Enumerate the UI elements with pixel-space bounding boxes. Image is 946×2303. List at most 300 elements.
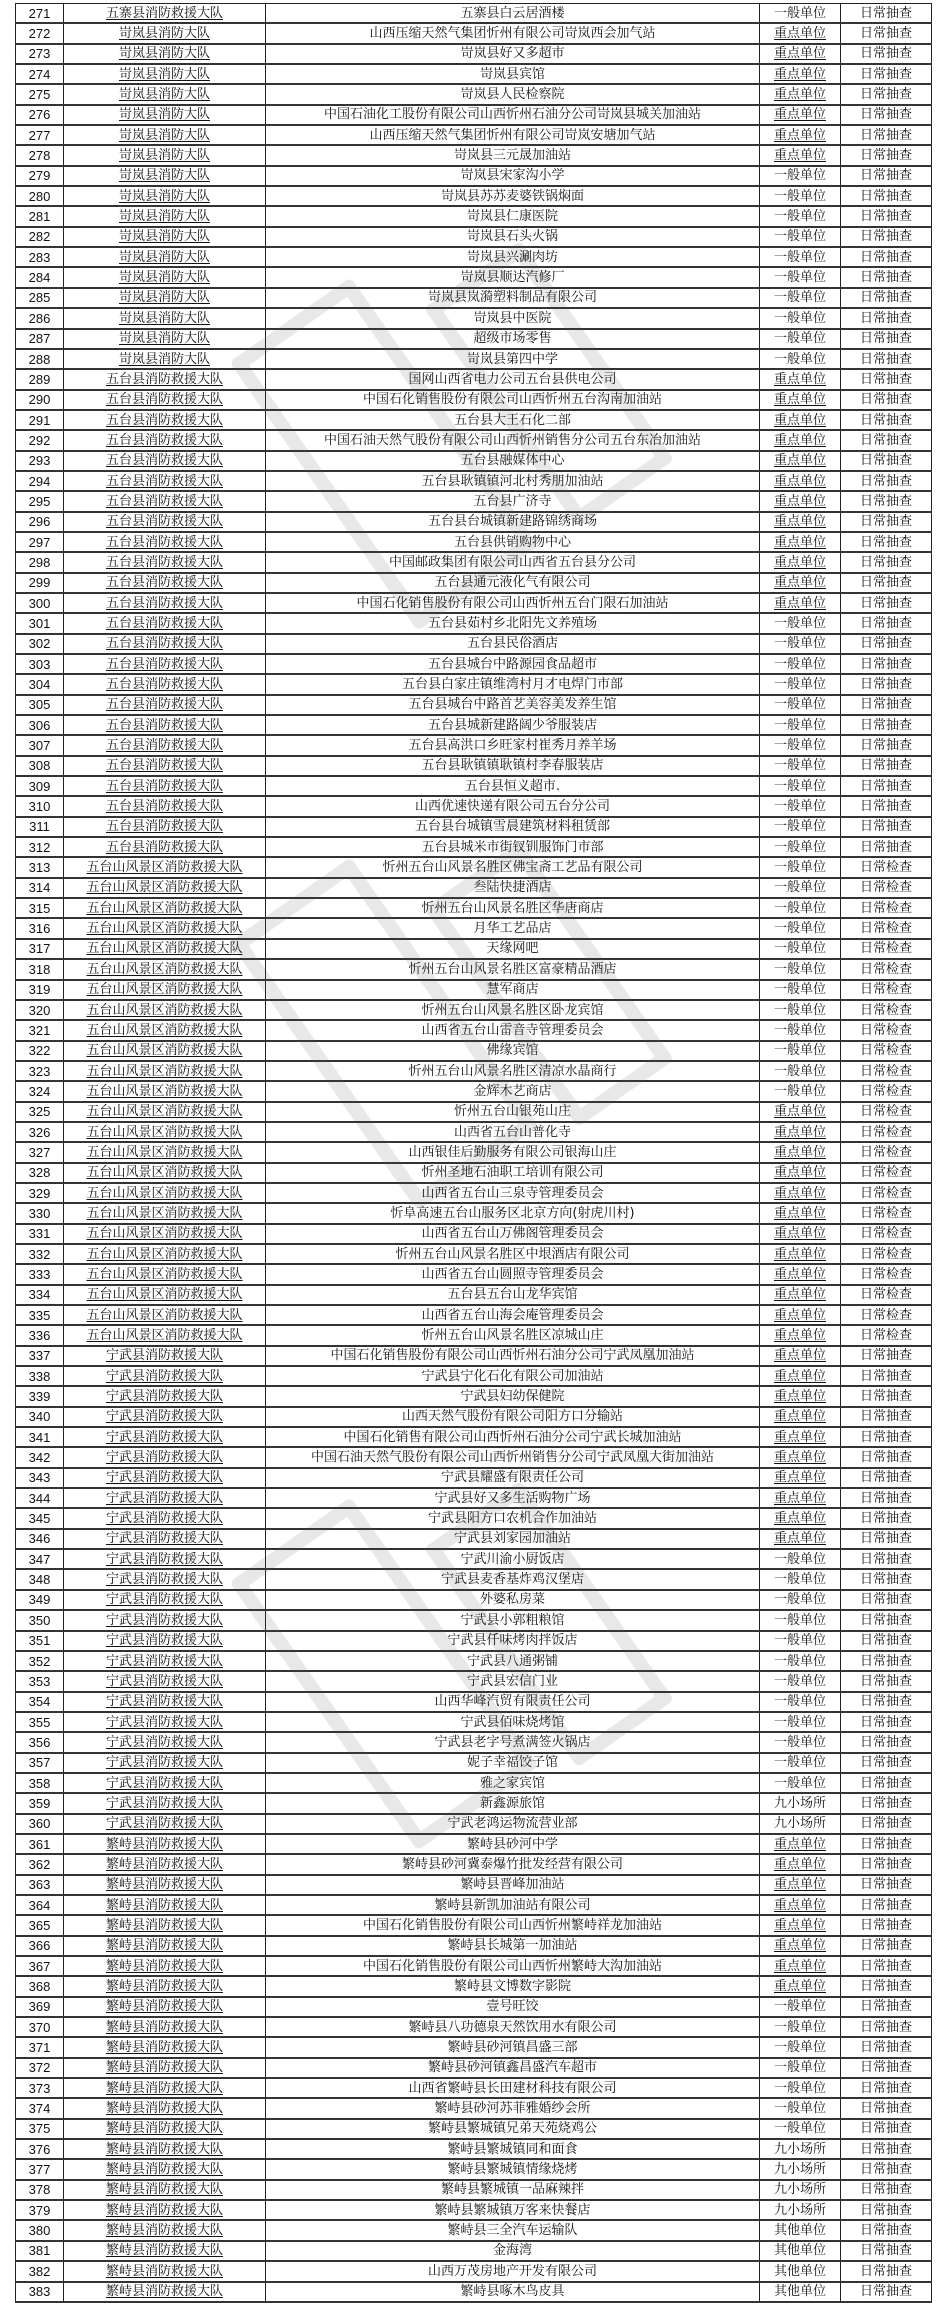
inspection-type: 日常抽查 bbox=[841, 1895, 932, 1915]
table-row bbox=[16, 1936, 932, 1956]
inspection-type: 日常抽查 bbox=[841, 2078, 932, 2098]
unit-category: 重点单位 bbox=[760, 1915, 841, 1935]
unit-name: 山西省五台山海会庵管理委员会 bbox=[266, 1305, 760, 1325]
unit-category: 一般单位 bbox=[760, 1692, 841, 1712]
table-row bbox=[16, 1793, 932, 1813]
fire-brigade-name: 五台山风景区消防救援大队 bbox=[64, 1203, 266, 1223]
unit-name: 五台县广济寺 bbox=[266, 491, 760, 511]
row-number: 362 bbox=[16, 1854, 64, 1874]
fire-brigade-name: 宁武县消防救援大队 bbox=[64, 1631, 266, 1651]
unit-category: 重点单位 bbox=[760, 84, 841, 104]
row-number: 322 bbox=[16, 1041, 64, 1061]
unit-category: 重点单位 bbox=[760, 1386, 841, 1406]
inspection-type: 日常检查 bbox=[841, 1000, 932, 1020]
table-row bbox=[16, 796, 932, 816]
fire-brigade-name: 五台县消防救援大队 bbox=[64, 369, 266, 389]
fire-brigade-name: 宁武县消防救援大队 bbox=[64, 1427, 266, 1447]
table-row bbox=[16, 227, 932, 247]
unit-category: 一般单位 bbox=[760, 4, 841, 24]
unit-name: 山西华峰汽贸有限责任公司 bbox=[266, 1692, 760, 1712]
inspection-type: 日常检查 bbox=[841, 1163, 932, 1183]
fire-brigade-name: 宁武县消防救援大队 bbox=[64, 1692, 266, 1712]
unit-category: 重点单位 bbox=[760, 1427, 841, 1447]
unit-name: 中国邮政集团有限公司山西省五台县分公司 bbox=[266, 552, 760, 572]
unit-name: 岢岚县好又多超市 bbox=[266, 44, 760, 64]
unit-name: 五台县城新建路阔少爷服装店 bbox=[266, 715, 760, 735]
table-row bbox=[16, 1285, 932, 1305]
row-number: 335 bbox=[16, 1305, 64, 1325]
unit-name: 五寨县白云居酒楼 bbox=[266, 4, 760, 24]
row-number: 350 bbox=[16, 1610, 64, 1630]
unit-name: 五台县融媒体中心 bbox=[266, 451, 760, 471]
unit-name: 山西省五台山普化寺 bbox=[266, 1122, 760, 1142]
fire-brigade-name: 五台山风景区消防救援大队 bbox=[64, 1020, 266, 1040]
row-number: 369 bbox=[16, 1997, 64, 2017]
row-number: 366 bbox=[16, 1936, 64, 1956]
row-number: 370 bbox=[16, 2017, 64, 2037]
unit-name: 山西天然气股份有限公司阳方口分输站 bbox=[266, 1407, 760, 1427]
table-row bbox=[16, 1020, 932, 1040]
fire-brigade-name: 五台县消防救援大队 bbox=[64, 552, 266, 572]
table-row bbox=[16, 369, 932, 389]
row-number: 281 bbox=[16, 206, 64, 226]
fire-brigade-name: 五台县消防救援大队 bbox=[64, 390, 266, 410]
row-number: 311 bbox=[16, 817, 64, 837]
row-number: 286 bbox=[16, 308, 64, 328]
inspection-type: 日常抽查 bbox=[841, 2180, 932, 2200]
row-number: 378 bbox=[16, 2180, 64, 2200]
unit-category: 一般单位 bbox=[760, 1590, 841, 1610]
inspection-type: 日常抽查 bbox=[841, 573, 932, 593]
row-number: 360 bbox=[16, 1814, 64, 1834]
table-row bbox=[16, 552, 932, 572]
unit-name: 宁武县老字号煮满签火锅店 bbox=[266, 1732, 760, 1752]
unit-category: 一般单位 bbox=[760, 2098, 841, 2118]
row-number: 289 bbox=[16, 369, 64, 389]
unit-category: 重点单位 bbox=[760, 491, 841, 511]
fire-brigade-name: 五台山风景区消防救援大队 bbox=[64, 1325, 266, 1345]
table-row bbox=[16, 1915, 932, 1935]
unit-category: 一般单位 bbox=[760, 308, 841, 328]
table-row bbox=[16, 1875, 932, 1895]
table-row bbox=[16, 145, 932, 165]
inspection-type: 日常抽查 bbox=[841, 593, 932, 613]
inspection-type: 日常抽查 bbox=[841, 410, 932, 430]
fire-brigade-name: 五台县消防救援大队 bbox=[64, 410, 266, 430]
unit-name: 忻州五台山风景名胜区佛宝斋工艺品有限公司 bbox=[266, 857, 760, 877]
inspection-type: 日常抽查 bbox=[841, 1610, 932, 1630]
unit-category: 重点单位 bbox=[760, 1447, 841, 1467]
row-number: 302 bbox=[16, 634, 64, 654]
table-row bbox=[16, 44, 932, 64]
inspection-type: 日常检查 bbox=[841, 1081, 932, 1101]
unit-category: 一般单位 bbox=[760, 1753, 841, 1773]
fire-brigade-name: 宁武县消防救援大队 bbox=[64, 1366, 266, 1386]
row-number: 313 bbox=[16, 857, 64, 877]
inspection-type: 日常抽查 bbox=[841, 1915, 932, 1935]
table-row bbox=[16, 2241, 932, 2261]
unit-name: 中国石化销售股份有限公司山西忻州五台沟南加油站 bbox=[266, 390, 760, 410]
inspection-type: 日常抽查 bbox=[841, 1814, 932, 1834]
fire-brigade-name: 岢岚县消防大队 bbox=[64, 64, 266, 84]
unit-category: 一般单位 bbox=[760, 1041, 841, 1061]
unit-name: 天缘网吧 bbox=[266, 939, 760, 959]
fire-brigade-name: 五台县消防救援大队 bbox=[64, 817, 266, 837]
inspection-type: 日常抽查 bbox=[841, 145, 932, 165]
fire-brigade-name: 繁峙县消防救援大队 bbox=[64, 2261, 266, 2281]
row-number: 274 bbox=[16, 64, 64, 84]
unit-name: 金辉木艺商店 bbox=[266, 1081, 760, 1101]
unit-category: 一般单位 bbox=[760, 613, 841, 633]
inspection-type: 日常抽查 bbox=[841, 674, 932, 694]
unit-name: 五台县五台山龙华宾馆 bbox=[266, 1285, 760, 1305]
row-number: 326 bbox=[16, 1122, 64, 1142]
table-row bbox=[16, 1102, 932, 1122]
fire-brigade-name: 五台山风景区消防救援大队 bbox=[64, 918, 266, 938]
unit-name: 岢岚县苏苏麦婆铁锅焖面 bbox=[266, 186, 760, 206]
table-row bbox=[16, 1590, 932, 1610]
table-row bbox=[16, 1183, 932, 1203]
fire-brigade-name: 岢岚县消防大队 bbox=[64, 44, 266, 64]
row-number: 379 bbox=[16, 2200, 64, 2220]
fire-brigade-name: 繁峙县消防救援大队 bbox=[64, 1854, 266, 1874]
fire-brigade-name: 五台县消防救援大队 bbox=[64, 593, 266, 613]
fire-brigade-name: 五台山风景区消防救援大队 bbox=[64, 980, 266, 1000]
table-row bbox=[16, 857, 932, 877]
row-number: 375 bbox=[16, 2119, 64, 2139]
table-row bbox=[16, 1956, 932, 1976]
unit-category: 一般单位 bbox=[760, 1773, 841, 1793]
unit-name: 中国石化销售股份有限公司山西忻州繁峙大沟加油站 bbox=[266, 1956, 760, 1976]
unit-name: 中国石油化工股份有限公司山西忻州石油分公司岢岚县城关加油站 bbox=[266, 105, 760, 125]
unit-category: 一般单位 bbox=[760, 2037, 841, 2057]
inspection-type: 日常抽查 bbox=[841, 1773, 932, 1793]
fire-brigade-name: 繁峙县消防救援大队 bbox=[64, 2200, 266, 2220]
inspection-type: 日常检查 bbox=[841, 918, 932, 938]
fire-brigade-name: 宁武县消防救援大队 bbox=[64, 1488, 266, 1508]
table-row bbox=[16, 2037, 932, 2057]
unit-category: 一般单位 bbox=[760, 1569, 841, 1589]
table-row bbox=[16, 430, 932, 450]
row-number: 334 bbox=[16, 1285, 64, 1305]
inspection-type: 日常抽查 bbox=[841, 1692, 932, 1712]
inspection-type: 日常检查 bbox=[841, 1203, 932, 1223]
unit-category: 一般单位 bbox=[760, 1610, 841, 1630]
fire-brigade-name: 岢岚县消防大队 bbox=[64, 308, 266, 328]
table-row bbox=[16, 1569, 932, 1589]
fire-brigade-name: 五台县消防救援大队 bbox=[64, 430, 266, 450]
fire-brigade-name: 五台县消防救援大队 bbox=[64, 796, 266, 816]
unit-name: 繁峙县三全汽车运输队 bbox=[266, 2220, 760, 2240]
unit-name: 繁峙县繁城镇情缘烧烤 bbox=[266, 2159, 760, 2179]
table-row bbox=[16, 2119, 932, 2139]
table-row bbox=[16, 2078, 932, 2098]
unit-name: 宁武县麦香基炸鸡汉堡店 bbox=[266, 1569, 760, 1589]
table-body bbox=[16, 4, 932, 2302]
row-number: 338 bbox=[16, 1366, 64, 1386]
fire-brigade-name: 宁武县消防救援大队 bbox=[64, 1671, 266, 1691]
inspection-type: 日常抽查 bbox=[841, 84, 932, 104]
unit-category: 重点单位 bbox=[760, 1468, 841, 1488]
table-row bbox=[16, 593, 932, 613]
fire-brigade-name: 五台山风景区消防救援大队 bbox=[64, 1122, 266, 1142]
row-number: 288 bbox=[16, 349, 64, 369]
inspection-type: 日常抽查 bbox=[841, 451, 932, 471]
unit-category: 重点单位 bbox=[760, 410, 841, 430]
fire-brigade-name: 岢岚县消防大队 bbox=[64, 145, 266, 165]
fire-brigade-name: 宁武县消防救援大队 bbox=[64, 1386, 266, 1406]
inspection-type: 日常抽查 bbox=[841, 1386, 932, 1406]
table-row bbox=[16, 247, 932, 267]
table-row bbox=[16, 1386, 932, 1406]
table-row bbox=[16, 2282, 932, 2302]
fire-brigade-name: 岢岚县消防大队 bbox=[64, 125, 266, 145]
table-row bbox=[16, 2180, 932, 2200]
row-number: 380 bbox=[16, 2220, 64, 2240]
row-number: 376 bbox=[16, 2139, 64, 2159]
fire-brigade-name: 五台县消防救援大队 bbox=[64, 471, 266, 491]
table-row bbox=[16, 1061, 932, 1081]
unit-category: 九小场所 bbox=[760, 2200, 841, 2220]
row-number: 358 bbox=[16, 1773, 64, 1793]
row-number: 364 bbox=[16, 1895, 64, 1915]
inspection-type: 日常抽查 bbox=[841, 369, 932, 389]
fire-brigade-name: 繁峙县消防救援大队 bbox=[64, 1915, 266, 1935]
unit-category: 一般单位 bbox=[760, 329, 841, 349]
unit-name: 五台县高洪口乡旺家村崔秀月养羊场 bbox=[266, 735, 760, 755]
inspection-type: 日常抽查 bbox=[841, 1590, 932, 1610]
table-row bbox=[16, 573, 932, 593]
row-number: 348 bbox=[16, 1569, 64, 1589]
row-number: 359 bbox=[16, 1793, 64, 1813]
unit-name: 忻州圣地石油职工培训有限公司 bbox=[266, 1163, 760, 1183]
unit-name: 山西万茂房地产开发有限公司 bbox=[266, 2261, 760, 2281]
row-number: 297 bbox=[16, 532, 64, 552]
unit-name: 宁武县宏信门业 bbox=[266, 1671, 760, 1691]
unit-name: 忻州五台山银苑山庄 bbox=[266, 1102, 760, 1122]
row-number: 336 bbox=[16, 1325, 64, 1345]
inspection-type: 日常抽查 bbox=[841, 1793, 932, 1813]
unit-name: 五台县台城镇雪晨建筑材料租赁部 bbox=[266, 817, 760, 837]
table-row bbox=[16, 166, 932, 186]
table-row bbox=[16, 4, 932, 24]
table-row bbox=[16, 2200, 932, 2220]
unit-category: 一般单位 bbox=[760, 918, 841, 938]
row-number: 291 bbox=[16, 410, 64, 430]
inspection-type: 日常抽查 bbox=[841, 1875, 932, 1895]
unit-category: 九小场所 bbox=[760, 1793, 841, 1813]
fire-brigade-name: 繁峙县消防救援大队 bbox=[64, 2017, 266, 2037]
fire-brigade-name: 岢岚县消防大队 bbox=[64, 247, 266, 267]
inspection-type: 日常抽查 bbox=[841, 64, 932, 84]
row-number: 295 bbox=[16, 491, 64, 511]
unit-category: 一般单位 bbox=[760, 288, 841, 308]
inspection-type: 日常抽查 bbox=[841, 1956, 932, 1976]
unit-category: 其他单位 bbox=[760, 2241, 841, 2261]
unit-category: 一般单位 bbox=[760, 980, 841, 1000]
table-row bbox=[16, 1732, 932, 1752]
unit-category: 重点单位 bbox=[760, 1264, 841, 1284]
table-row bbox=[16, 1468, 932, 1488]
fire-brigade-name: 五台山风景区消防救援大队 bbox=[64, 1061, 266, 1081]
table-row bbox=[16, 2220, 932, 2240]
unit-name: 忻阜高速五台山服务区北京方向(射虎川村) bbox=[266, 1203, 760, 1223]
inspection-type: 日常抽查 bbox=[841, 227, 932, 247]
fire-brigade-name: 宁武县消防救援大队 bbox=[64, 1651, 266, 1671]
inspection-type: 日常抽查 bbox=[841, 105, 932, 125]
unit-name: 超级市场零售 bbox=[266, 329, 760, 349]
unit-name: 繁峙县砂河中学 bbox=[266, 1834, 760, 1854]
unit-name: 雅之家宾馆 bbox=[266, 1773, 760, 1793]
fire-brigade-name: 岢岚县消防大队 bbox=[64, 166, 266, 186]
inspection-type: 日常抽查 bbox=[841, 2282, 932, 2302]
fire-brigade-name: 五台县消防救援大队 bbox=[64, 634, 266, 654]
unit-name: 五台县城台中路首艺美容美发养生馆 bbox=[266, 695, 760, 715]
row-number: 372 bbox=[16, 2058, 64, 2078]
fire-brigade-name: 岢岚县消防大队 bbox=[64, 227, 266, 247]
unit-name: 忻州五台山风景名胜区富豪精品酒店 bbox=[266, 959, 760, 979]
fire-brigade-name: 宁武县消防救援大队 bbox=[64, 1732, 266, 1752]
row-number: 349 bbox=[16, 1590, 64, 1610]
inspection-type: 日常检查 bbox=[841, 939, 932, 959]
table-row bbox=[16, 1895, 932, 1915]
unit-category: 一般单位 bbox=[760, 1549, 841, 1569]
inspection-type: 日常抽查 bbox=[841, 247, 932, 267]
unit-name: 宁武县刘家园加油站 bbox=[266, 1529, 760, 1549]
row-number: 331 bbox=[16, 1224, 64, 1244]
row-number: 333 bbox=[16, 1264, 64, 1284]
inspection-type: 日常抽查 bbox=[841, 390, 932, 410]
unit-category: 一般单位 bbox=[760, 1081, 841, 1101]
fire-brigade-name: 繁峙县消防救援大队 bbox=[64, 2098, 266, 2118]
table-row bbox=[16, 1753, 932, 1773]
inspection-type: 日常检查 bbox=[841, 1020, 932, 1040]
inspection-type: 日常抽查 bbox=[841, 267, 932, 287]
unit-name: 繁峙县砂河冀泰爆竹批发经营有限公司 bbox=[266, 1854, 760, 1874]
table-row bbox=[16, 1854, 932, 1874]
table-row bbox=[16, 1508, 932, 1528]
inspection-type: 日常抽查 bbox=[841, 2159, 932, 2179]
unit-category: 重点单位 bbox=[760, 1305, 841, 1325]
table-row bbox=[16, 1163, 932, 1183]
unit-category: 重点单位 bbox=[760, 1366, 841, 1386]
unit-name: 岢岚县石头火锅 bbox=[266, 227, 760, 247]
unit-name: 岢岚县三元晟加油站 bbox=[266, 145, 760, 165]
unit-name: 五台县茹村乡北阳先文养殖场 bbox=[266, 613, 760, 633]
unit-category: 一般单位 bbox=[760, 1631, 841, 1651]
row-number: 383 bbox=[16, 2282, 64, 2302]
fire-brigade-name: 宁武县消防救援大队 bbox=[64, 1793, 266, 1813]
inspection-type: 日常抽查 bbox=[841, 1407, 932, 1427]
unit-category: 重点单位 bbox=[760, 64, 841, 84]
row-number: 280 bbox=[16, 186, 64, 206]
row-number: 356 bbox=[16, 1732, 64, 1752]
fire-brigade-name: 宁武县消防救援大队 bbox=[64, 1407, 266, 1427]
unit-category: 重点单位 bbox=[760, 512, 841, 532]
unit-name: 五台县耿镇镇河北村秀朋加油站 bbox=[266, 471, 760, 491]
unit-category: 重点单位 bbox=[760, 1529, 841, 1549]
inspection-type: 日常抽查 bbox=[841, 1569, 932, 1589]
unit-name: 繁峙县新凯加油站有限公司 bbox=[266, 1895, 760, 1915]
row-number: 284 bbox=[16, 267, 64, 287]
unit-category: 重点单位 bbox=[760, 23, 841, 43]
row-number: 340 bbox=[16, 1407, 64, 1427]
unit-category: 一般单位 bbox=[760, 1020, 841, 1040]
unit-name: 忻州五台山风景名胜区中垠酒店有限公司 bbox=[266, 1244, 760, 1264]
row-number: 357 bbox=[16, 1753, 64, 1773]
inspection-type: 日常抽查 bbox=[841, 166, 932, 186]
unit-name: 中国石化销售股份有限公司山西忻州五台门限石加油站 bbox=[266, 593, 760, 613]
fire-brigade-name: 五台山风景区消防救援大队 bbox=[64, 1183, 266, 1203]
table-row bbox=[16, 1000, 932, 1020]
inspection-type: 日常抽查 bbox=[841, 23, 932, 43]
fire-brigade-name: 繁峙县消防救援大队 bbox=[64, 2241, 266, 2261]
unit-name: 中国石化销售股份有限公司山西忻州繁峙祥龙加油站 bbox=[266, 1915, 760, 1935]
unit-category: 九小场所 bbox=[760, 2180, 841, 2200]
unit-category: 重点单位 bbox=[760, 1102, 841, 1122]
fire-brigade-name: 宁武县消防救援大队 bbox=[64, 1753, 266, 1773]
unit-name: 繁峙县啄木鸟皮具 bbox=[266, 2282, 760, 2302]
inspection-type: 日常抽查 bbox=[841, 1631, 932, 1651]
unit-name: 中国石化销售股份有限公司山西忻州石油分公司宁武凤凰加油站 bbox=[266, 1346, 760, 1366]
unit-name: 岢岚县人民检察院 bbox=[266, 84, 760, 104]
fire-brigade-name: 繁峙县消防救援大队 bbox=[64, 1834, 266, 1854]
table-row bbox=[16, 491, 932, 511]
unit-name: 宁武县妇幼保健院 bbox=[266, 1386, 760, 1406]
unit-name: 佛缘宾馆 bbox=[266, 1041, 760, 1061]
inspection-type: 日常抽查 bbox=[841, 613, 932, 633]
row-number: 339 bbox=[16, 1386, 64, 1406]
row-number: 314 bbox=[16, 878, 64, 898]
table-row bbox=[16, 410, 932, 430]
inspection-type: 日常抽查 bbox=[841, 1834, 932, 1854]
inspection-type: 日常抽查 bbox=[841, 1488, 932, 1508]
unit-category: 一般单位 bbox=[760, 898, 841, 918]
unit-category: 重点单位 bbox=[760, 1183, 841, 1203]
unit-category: 重点单位 bbox=[760, 1834, 841, 1854]
unit-category: 一般单位 bbox=[760, 817, 841, 837]
unit-category: 一般单位 bbox=[760, 247, 841, 267]
unit-category: 一般单位 bbox=[760, 1651, 841, 1671]
row-number: 320 bbox=[16, 1000, 64, 1020]
inspection-type: 日常抽查 bbox=[841, 817, 932, 837]
row-number: 344 bbox=[16, 1488, 64, 1508]
unit-category: 重点单位 bbox=[760, 390, 841, 410]
inspection-type: 日常抽查 bbox=[841, 1712, 932, 1732]
inspection-type: 日常抽查 bbox=[841, 837, 932, 857]
unit-name: 五台县大王石化二部 bbox=[266, 410, 760, 430]
table-row bbox=[16, 1651, 932, 1671]
unit-category: 一般单位 bbox=[760, 166, 841, 186]
fire-brigade-name: 五台县消防救援大队 bbox=[64, 532, 266, 552]
table-row bbox=[16, 695, 932, 715]
row-number: 312 bbox=[16, 837, 64, 857]
row-number: 319 bbox=[16, 980, 64, 1000]
fire-brigade-name: 宁武县消防救援大队 bbox=[64, 1590, 266, 1610]
inspection-type: 日常抽查 bbox=[841, 2017, 932, 2037]
table-row bbox=[16, 186, 932, 206]
unit-name: 宁武县佰味烧烤馆 bbox=[266, 1712, 760, 1732]
unit-category: 一般单位 bbox=[760, 654, 841, 674]
row-number: 294 bbox=[16, 471, 64, 491]
fire-brigade-name: 五台县消防救援大队 bbox=[64, 776, 266, 796]
inspection-type: 日常检查 bbox=[841, 1183, 932, 1203]
table-row bbox=[16, 878, 932, 898]
table-row bbox=[16, 2058, 932, 2078]
inspection-type: 日常抽查 bbox=[841, 1447, 932, 1467]
table-row bbox=[16, 1305, 932, 1325]
unit-category: 一般单位 bbox=[760, 634, 841, 654]
